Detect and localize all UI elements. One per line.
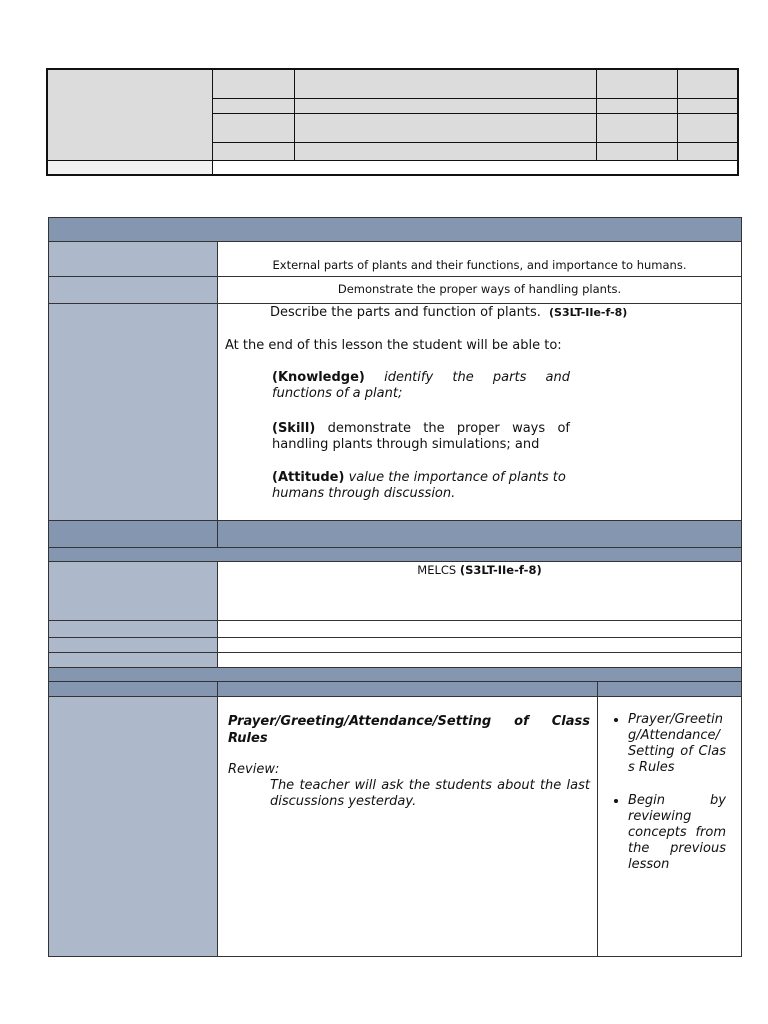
- header-table: [46, 68, 739, 176]
- attitude-label: (Attitude): [272, 470, 345, 485]
- header-cell: [295, 143, 597, 160]
- header-cell: [295, 70, 597, 99]
- content-row-label: [49, 521, 218, 548]
- resource-row-value: [218, 638, 741, 653]
- header-cell: [678, 143, 737, 160]
- competency-text: Describe the parts and function of plants.: [270, 305, 541, 320]
- review-label: Review:: [228, 762, 280, 777]
- melcs-label: MELCS: [417, 563, 457, 577]
- objective-skill: [272, 421, 570, 453]
- header-cell: [213, 99, 295, 114]
- resource-row-label: [49, 638, 218, 653]
- review-text: The teacher will ask the students about the last discussions yesterday.: [270, 778, 590, 809]
- header-cell: [213, 114, 295, 143]
- references-label-cell: [49, 562, 218, 621]
- skill-text: demonstrate the proper ways of handling plants through simulations; and: [272, 421, 570, 452]
- objective-knowledge: [272, 370, 570, 402]
- procedure-notes-cell: [598, 697, 741, 956]
- header-bottom-left: [48, 160, 213, 174]
- activity-title: Prayer/Greeting/Attendance/Setting of Class Rules: [228, 714, 590, 746]
- header-cell: [678, 99, 737, 114]
- knowledge-text: identify the parts and functions of a plant;: [272, 370, 571, 401]
- header-cell: [213, 70, 295, 99]
- header-cell: [597, 99, 678, 114]
- header-cell: [678, 114, 737, 143]
- note-item: • Prayer/Greeting/Attendance/ Setting of Class Rules: [628, 712, 726, 776]
- objectives-label-cell: [49, 304, 218, 521]
- knowledge-label: (Knowledge): [272, 370, 365, 385]
- header-cell: [597, 70, 678, 99]
- performance-standard-text: Demonstrate the proper ways of handling plants.: [218, 277, 741, 304]
- note-item: • Begin by reviewing concepts from the previous lesson: [628, 793, 726, 873]
- resource-row-value: [218, 621, 741, 638]
- procedure-activity-cell: [218, 697, 598, 956]
- header-cell: [597, 143, 678, 160]
- melcs-code: (S3LT-IIe-f-8): [459, 563, 542, 577]
- competency-line: [270, 305, 730, 320]
- header-cell: [295, 114, 597, 143]
- objective-attitude: [272, 470, 572, 502]
- section-header-objectives: [49, 218, 741, 242]
- content-row-value: [218, 521, 741, 548]
- notes-list: [606, 712, 726, 890]
- references-cell: [218, 562, 741, 621]
- header-cell: [678, 70, 737, 99]
- procedure-col-header: [218, 682, 598, 697]
- header-logo-cell: [48, 70, 213, 160]
- section-header-resources: [49, 548, 741, 562]
- content-standard-label-cell: [49, 242, 218, 277]
- procedure-col-header: [598, 682, 741, 697]
- resource-row-label: [49, 653, 218, 668]
- procedure-col-header: [49, 682, 218, 697]
- performance-standard-label-cell: [49, 277, 218, 304]
- header-cell: [295, 99, 597, 114]
- header-cell: [597, 114, 678, 143]
- section-header-procedures: [49, 668, 741, 682]
- procedure-label-cell: [49, 697, 218, 956]
- header-bottom-right: [213, 160, 737, 174]
- skill-label: (Skill): [272, 421, 316, 436]
- attitude-text: value the importance of plants to humans through discussion.: [272, 470, 566, 501]
- resource-row-value: [218, 653, 741, 668]
- content-standard-text: External parts of plants and their functions, and importance to humans.: [218, 242, 741, 277]
- objectives-intro: At the end of this lesson the student will be able to:: [225, 338, 562, 353]
- objectives-cell: [218, 304, 741, 521]
- resource-row-label: [49, 621, 218, 638]
- competency-code: (S3LT-IIe-f-8): [549, 306, 628, 319]
- header-cell: [213, 143, 295, 160]
- lesson-table: [48, 217, 742, 957]
